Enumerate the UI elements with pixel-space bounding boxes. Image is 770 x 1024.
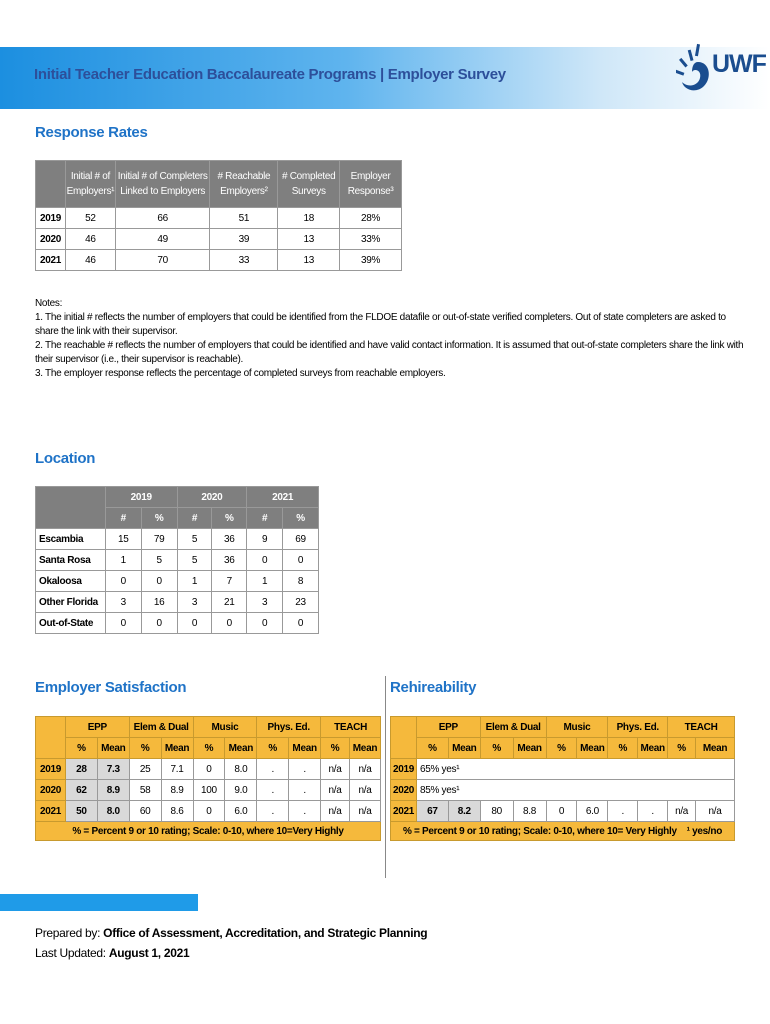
cell: n/a [349,759,380,780]
cell: n/a [321,801,350,822]
table-row [391,759,735,780]
table-row [36,229,402,250]
cell: 85% yes¹ [416,780,734,801]
cell: 65% yes¹ [416,759,734,780]
row-year: 2021 [36,801,66,822]
cell: 0 [105,613,141,634]
cell: 15 [105,529,141,550]
swirl-logo-icon [676,42,716,102]
cell: 1 [247,571,283,592]
cell: 7 [212,571,247,592]
cell: 0 [141,613,177,634]
cell: 0 [283,613,319,634]
notes [35,297,745,381]
prepared-by: Prepared by: Office of Assessment, Accreditation, and Strategic Planning [35,926,428,940]
blank-header [391,717,417,759]
employer-satisfaction-heading: Employer Satisfaction [35,679,187,696]
cell: 8.0 [225,759,257,780]
footer-accent-bar [0,894,198,911]
footnote-row [36,822,381,841]
cell: 8.9 [97,780,129,801]
group-header: EPP [416,717,480,738]
cell: 8.2 [448,801,480,822]
year-header: 2021 [247,487,319,508]
note-item: 1. The initial # reflects the number of employers that could be identified from the FLDOE datafile or out-of-state verified completers. Out of state completers are asked to share the link with their supervisor. [35,312,726,337]
table-row [36,208,402,229]
table-row [36,550,319,571]
cell: 13 [278,250,340,271]
cell: 8.8 [513,801,546,822]
response-rates-table [35,160,402,271]
sub-header: % [416,738,448,759]
year-header: 2020 [177,487,247,508]
column-header: # Completed Surveys [278,161,340,208]
cell: 7.1 [161,759,193,780]
cell: 8.0 [97,801,129,822]
rehireability-heading: Rehireability [390,679,477,696]
sub-header: Mean [289,738,321,759]
employer-satisfaction-table [35,716,381,841]
logo-text: UWF [712,50,766,78]
group-header: TEACH [321,717,381,738]
sub-header: % [546,738,577,759]
cell: . [257,759,289,780]
sub-header: % [668,738,696,759]
sub-header: Mean [638,738,668,759]
table-row [391,801,735,822]
response-rates-heading: Response Rates [35,124,148,141]
cell: 0 [283,550,319,571]
cell: 58 [129,780,161,801]
cell: 3 [177,592,212,613]
cell: 62 [65,780,97,801]
cell: 0 [247,550,283,571]
sub-header: Mean [577,738,608,759]
sub-header: % [193,738,225,759]
cell: 100 [193,780,225,801]
column-header: Initial # of Completers Linked to Employers [115,161,210,208]
group-header: Music [193,717,257,738]
sub-header: % [257,738,289,759]
group-header: Phys. Ed. [257,717,321,738]
cell: n/a [321,759,350,780]
row-year: 2021 [36,250,66,271]
group-header-row [391,717,735,738]
table-row [36,571,319,592]
sub-header: % [141,508,177,529]
sub-header: % [283,508,319,529]
sub-header: Mean [349,738,380,759]
sub-header-row [36,738,381,759]
sub-header: # [105,508,141,529]
sub-header: Mean [161,738,193,759]
row-year: 2019 [36,759,66,780]
sub-header: % [608,738,638,759]
sub-header: % [65,738,97,759]
sub-header: # [247,508,283,529]
column-header: # Reachable Employers² [210,161,278,208]
blank-header [36,161,66,208]
cell: 39% [340,250,402,271]
cell: . [289,780,321,801]
cell: 5 [141,550,177,571]
cell: n/a [696,801,735,822]
column-header: Employer Response³ [340,161,402,208]
cell: . [638,801,668,822]
cell: 33% [340,229,402,250]
cell: 6.0 [225,801,257,822]
row-label: Santa Rosa [36,550,106,571]
sub-header: # [177,508,212,529]
row-label: Escambia [36,529,106,550]
cell: 8.9 [161,780,193,801]
cell: 3 [247,592,283,613]
table-row [36,592,319,613]
column-header: Initial # of Employers¹ [65,161,115,208]
cell: 66 [115,208,210,229]
cell: 50 [65,801,97,822]
cell: 52 [65,208,115,229]
table-header-row [36,161,402,208]
sub-header: Mean [696,738,735,759]
cell: . [289,759,321,780]
cell: 33 [210,250,278,271]
sub-header: Mean [225,738,257,759]
notes-heading: Notes: [35,298,63,309]
row-label: Other Florida [36,592,106,613]
table-row [36,759,381,780]
cell: 21 [212,592,247,613]
group-header: TEACH [668,717,735,738]
group-header-row [36,717,381,738]
cell: . [257,780,289,801]
cell: 0 [193,801,225,822]
section-divider [385,676,386,878]
cell: n/a [668,801,696,822]
cell: 6.0 [577,801,608,822]
cell: 3 [105,592,141,613]
cell: 36 [212,529,247,550]
cell: n/a [321,780,350,801]
rehireability-table [390,716,735,841]
group-header: Music [546,717,608,738]
row-year: 2019 [36,208,66,229]
sub-header: Mean [97,738,129,759]
group-header: Phys. Ed. [608,717,668,738]
footnote: % = Percent 9 or 10 rating; Scale: 0-10, where 10= Very Highly ¹ yes/no [391,822,735,841]
cell: 36 [212,550,247,571]
sub-header: % [321,738,350,759]
cell: 16 [141,592,177,613]
sub-header: Mean [448,738,480,759]
cell: 69 [283,529,319,550]
cell: . [289,801,321,822]
cell: 0 [212,613,247,634]
year-header-row [36,487,319,508]
row-year: 2020 [36,780,66,801]
cell: 39 [210,229,278,250]
row-year: 2021 [391,801,417,822]
cell: . [257,801,289,822]
cell: 8.6 [161,801,193,822]
table-row [36,613,319,634]
table-row [391,780,735,801]
footnote-row [391,822,735,841]
last-updated: Last Updated: August 1, 2021 [35,946,190,960]
blank-header [36,717,66,759]
cell: 18 [278,208,340,229]
uwf-logo [676,42,766,112]
location-heading: Location [35,450,96,467]
cell: 9 [247,529,283,550]
cell: 49 [115,229,210,250]
sub-header: Mean [513,738,546,759]
row-label: Okaloosa [36,571,106,592]
sub-header: % [480,738,513,759]
year-header: 2019 [105,487,177,508]
note-item: 2. The reachable # reflects the number of employers that could be identified and have valid contact information. It is assumed that out-of-state completers share the link with their supervisor (i.e., their supervisor is reachable). [35,340,744,365]
row-year: 2020 [391,780,417,801]
cell: 0 [247,613,283,634]
cell: 0 [141,571,177,592]
blank-header [36,487,106,529]
cell: 28% [340,208,402,229]
cell: 70 [115,250,210,271]
cell: n/a [349,801,380,822]
cell: 79 [141,529,177,550]
cell: 80 [480,801,513,822]
cell: 0 [193,759,225,780]
cell: 7.3 [97,759,129,780]
sub-header: % [212,508,247,529]
sub-header: % [129,738,161,759]
cell: 5 [177,550,212,571]
cell: 46 [65,229,115,250]
cell: . [608,801,638,822]
cell: 9.0 [225,780,257,801]
cell: 60 [129,801,161,822]
row-year: 2020 [36,229,66,250]
row-label: Out-of-State [36,613,106,634]
sub-header-row [391,738,735,759]
note-item: 3. The employer response reflects the percentage of completed surveys from reachable employers. [35,368,446,379]
table-row [36,529,319,550]
cell: 1 [105,550,141,571]
cell: 13 [278,229,340,250]
cell: 0 [546,801,577,822]
cell: 5 [177,529,212,550]
cell: 67 [416,801,448,822]
table-row [36,250,402,271]
cell: 23 [283,592,319,613]
row-year: 2019 [391,759,417,780]
cell: 51 [210,208,278,229]
table-row [36,801,381,822]
page-title: Initial Teacher Education Baccalaureate Programs | Employer Survey [34,66,506,83]
table-row [36,780,381,801]
cell: n/a [349,780,380,801]
group-header: Elem & Dual [129,717,193,738]
cell: 28 [65,759,97,780]
group-header: EPP [65,717,129,738]
cell: 25 [129,759,161,780]
cell: 1 [177,571,212,592]
cell: 46 [65,250,115,271]
footnote: % = Percent 9 or 10 rating; Scale: 0-10, where 10=Very Highly [36,822,381,841]
cell: 8 [283,571,319,592]
cell: 0 [177,613,212,634]
cell: 0 [105,571,141,592]
group-header: Elem & Dual [480,717,546,738]
location-table [35,486,319,634]
